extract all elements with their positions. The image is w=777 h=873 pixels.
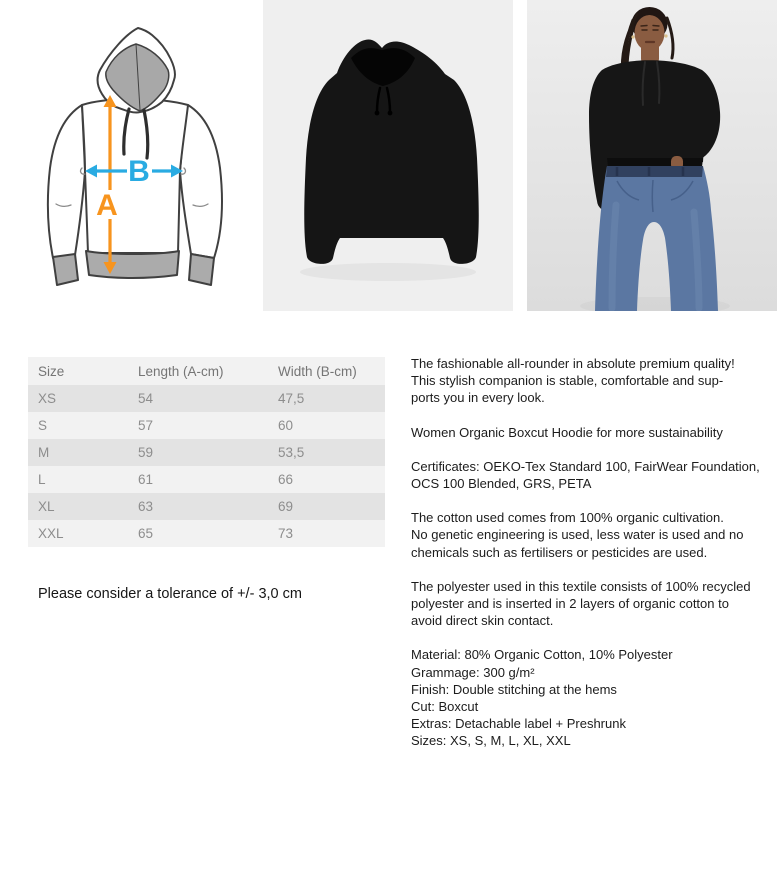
jeans-waistband: [606, 166, 703, 177]
hoodie-measurement-drawing: [28, 8, 252, 308]
drawstring-aglet-right: [388, 111, 393, 116]
description-paragraph-3: Certificates: OEKO-Tex Standard 100, FairWear Foundation, OCS 100 Blended, GRS, PETA: [411, 458, 760, 492]
right-sleeve: [180, 105, 222, 258]
tolerance-note: Please consider a tolerance of +/- 3,0 cm: [38, 586, 302, 602]
cell-size: L: [28, 466, 128, 493]
product-description: [411, 355, 775, 767]
cell-size: XS: [28, 385, 128, 412]
label-b: B: [128, 155, 150, 188]
cell-width: 66: [268, 466, 385, 493]
product-photo-front: [263, 0, 513, 311]
cell-size: M: [28, 439, 128, 466]
column-header-width: Width (B-cm): [268, 357, 385, 385]
model-wearing-hoodie-photo: [527, 0, 777, 311]
size-row-xs: [28, 385, 385, 412]
product-shadow: [300, 263, 476, 281]
size-row-m: [28, 439, 385, 466]
size-diagram-image: [28, 8, 252, 308]
size-row-xxl: [28, 520, 385, 547]
cell-length: 61: [128, 466, 268, 493]
column-header-size: Size: [28, 357, 128, 385]
earring-right: [664, 34, 667, 37]
earring-left: [631, 35, 634, 38]
cell-width: 69: [268, 493, 385, 520]
cell-length: 59: [128, 439, 268, 466]
cell-width: 53,5: [268, 439, 385, 466]
cell-length: 54: [128, 385, 268, 412]
cell-width: 73: [268, 520, 385, 547]
description-paragraph-1: The fashionable all-rounder in absolute premium quality! This stylish companion is stable, comfortable and sup- ports you in every look.: [411, 356, 735, 406]
left-sleeve: [48, 105, 85, 258]
cell-width: 47,5: [268, 385, 385, 412]
size-row-s: [28, 412, 385, 439]
right-cuff: [189, 254, 214, 285]
cell-length: 63: [128, 493, 268, 520]
size-row-l: [28, 466, 385, 493]
cell-size: S: [28, 412, 128, 439]
size-chart-table: [28, 357, 385, 547]
cell-length: 57: [128, 412, 268, 439]
model-photo: [527, 0, 777, 311]
label-a: A: [96, 189, 118, 222]
cell-length: 65: [128, 520, 268, 547]
description-paragraph-5: The polyester used in this textile consists of 100% recycled polyester and is inserted in 2 layers of organic cotton to avoid direct skin contact.: [411, 578, 751, 629]
description-paragraph-4: The cotton used comes from 100% organic cultivation. No genetic engineering is used, less water is used and no chemicals such as fertilisers or pesticides are used.: [411, 510, 744, 560]
description-paragraph-2: Women Organic Boxcut Hoodie for more sustainability: [411, 424, 723, 440]
size-chart-header-row: [28, 357, 385, 385]
cell-size: XL: [28, 493, 128, 520]
size-row-xl: [28, 493, 385, 520]
left-cuff: [53, 254, 78, 285]
column-header-length: Length (A-cm): [128, 357, 268, 385]
description-paragraph-6: Material: 80% Organic Cotton, 10% Polyester Grammage: 300 g/m² Finish: Double stitching at the hems Cut: Boxcut Extras: Detachable label + Preshrunk Sizes: XS, S, M, L, XL, XXL: [411, 647, 673, 749]
jeans: [595, 166, 718, 311]
hem-band: [86, 251, 179, 278]
black-hoodie-photo: [263, 0, 513, 311]
drawstring-aglet-left: [375, 111, 380, 116]
jeans-fly-seam: [652, 180, 653, 212]
face: [635, 15, 665, 51]
cell-size: XXL: [28, 520, 128, 547]
cell-width: 60: [268, 412, 385, 439]
